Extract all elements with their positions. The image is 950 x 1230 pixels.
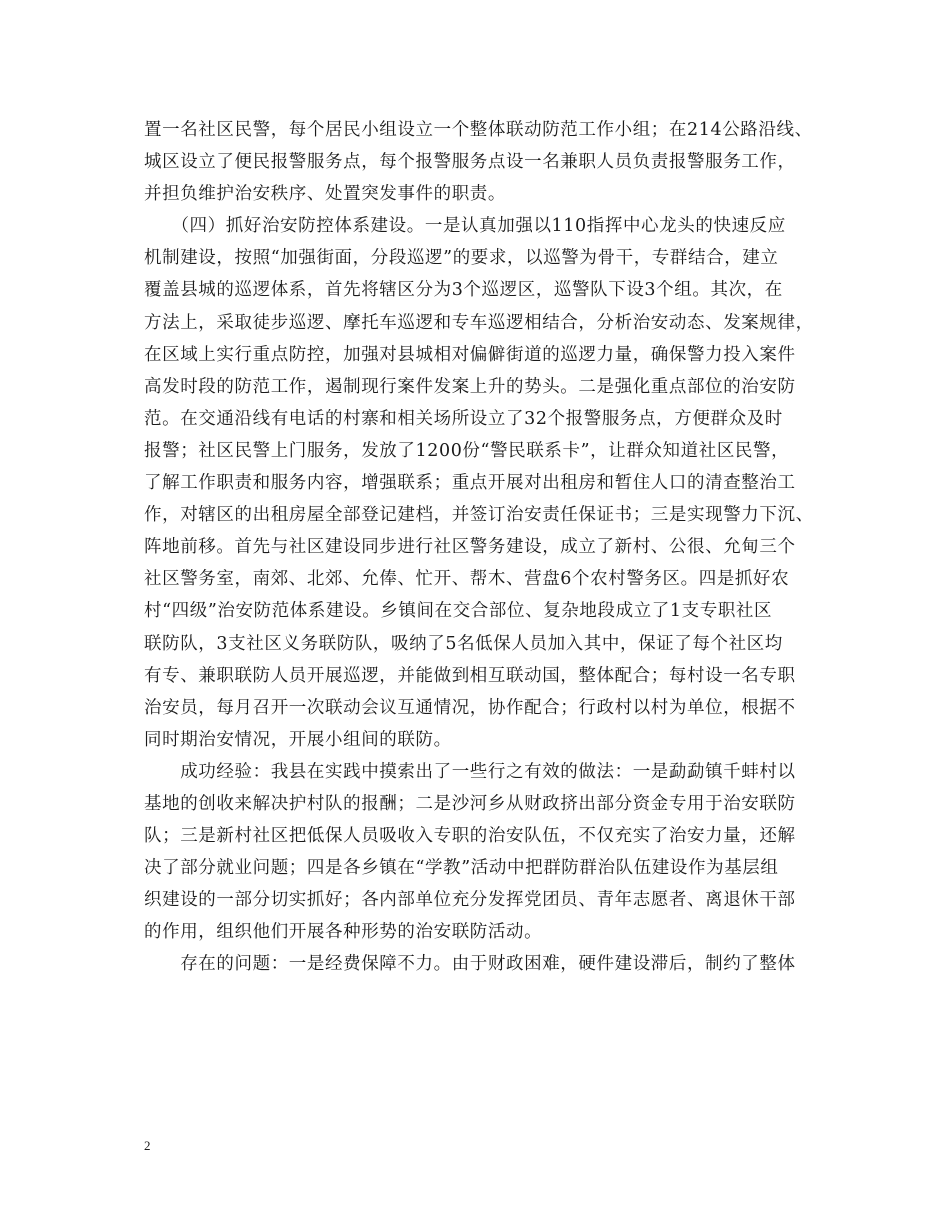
text-line: （四）抓好治安防控体系建设。一是认真加强以110指挥中心龙头的快速反应 bbox=[144, 216, 786, 237]
text-line: 治安员，每月召开一次联动会议互通情况，协作配合；行政村以村为单位，根据不 bbox=[144, 697, 796, 718]
text-line: 联防队，3支社区义务联防队，吸纳了5名低保人员加入其中，保证了每个社区均 bbox=[144, 633, 783, 654]
text-line: 高发时段的防范工作，遏制现行案件发案上升的势头。二是强化重点部位的治安防 bbox=[144, 376, 796, 397]
text-line: 同时期治安情况，开展小组间的联防。 bbox=[144, 729, 452, 750]
text-line: 社区警务室，南郊、北郊、允俸、忙开、帮木、营盘6个农村警务区。四是抓好农 bbox=[144, 569, 790, 590]
text-line: 决了部分就业问题；四是各乡镇在“学教”活动中把群防群治队伍建设作为基层组 bbox=[144, 858, 779, 879]
text-line: 并担负维护治安秩序、处置突发事件的职责。 bbox=[144, 184, 506, 205]
text-line: 城区设立了便民报警服务点，每个报警服务点设一名兼职人员负责报警服务工作， bbox=[144, 152, 796, 173]
text-line: 机制建设，按照“加强街面，分段巡逻”的要求，以巡警为骨干，专群结合，建立 bbox=[144, 248, 779, 269]
text-line: 村“四级”治安防范体系建设。乡镇间在交合部位、复杂地段成立了1支专职社区 bbox=[144, 601, 773, 622]
text-line: 覆盖县城的巡逻体系，首先将辖区分为3个巡逻区，巡警队下设3个组。其次，在 bbox=[144, 280, 783, 301]
text-line: 基地的创收来解决护村队的报酬；二是沙河乡从财政挤出部分资金专用于治安联防 bbox=[144, 793, 796, 814]
text-line: 了解工作职责和服务内容，增强联系；重点开展对出租房和暂住人口的清查整治工 bbox=[144, 473, 796, 494]
text-line: 队；三是新村社区把低保人员吸收入专职的治安队伍，不仅充实了治安力量，还解 bbox=[144, 826, 796, 847]
text-line: 置一名社区民警，每个居民小组设立一个整体联动防范工作小组；在214公路沿线、 bbox=[144, 120, 813, 140]
text-line: 范。在交通沿线有电话的村寨和相关场所设立了32个报警服务点，方便群众及时 bbox=[144, 408, 783, 429]
text-line: 阵地前移。首先与社区建设同步进行社区警务建设，成立了新村、公很、允甸三个 bbox=[144, 537, 796, 558]
text-line: 有专、兼职联防人员开展巡逻，并能做到相互联动国，整体配合；每村设一名专职 bbox=[144, 665, 796, 686]
text-line: 织建设的一部分切实抓好；各内部单位充分发挥党团员、青年志愿者、离退休干部 bbox=[144, 890, 796, 911]
page-number: 2 bbox=[144, 1138, 151, 1153]
text-line: 方法上，采取徒步巡逻、摩托车巡逻和专车巡逻相结合，分析治安动态、发案规律， bbox=[144, 312, 814, 333]
text-line: 在区域上实行重点防控，加强对县城相对偏僻街道的巡逻力量，确保警力投入案件 bbox=[144, 344, 796, 365]
text-line: 成功经验：我县在实践中摸索出了一些行之有效的做法：一是勐勐镇千蚌村以 bbox=[144, 761, 796, 782]
text-line: 报警；社区民警上门服务，发放了1200份“警民联系卡”，让群众知道社区民警， bbox=[144, 440, 790, 461]
document-body-text bbox=[144, 114, 814, 981]
text-line: 的作用，组织他们开展各种形势的治安联防活动。 bbox=[144, 922, 543, 943]
text-line: 作，对辖区的出租房屋全部登记建档，并签订治安责任保证书；三是实现警力下沉、 bbox=[144, 505, 814, 526]
text-line: 存在的问题：一是经费保障不力。由于财政困难，硬件建设滞后，制约了整体 bbox=[144, 954, 796, 975]
